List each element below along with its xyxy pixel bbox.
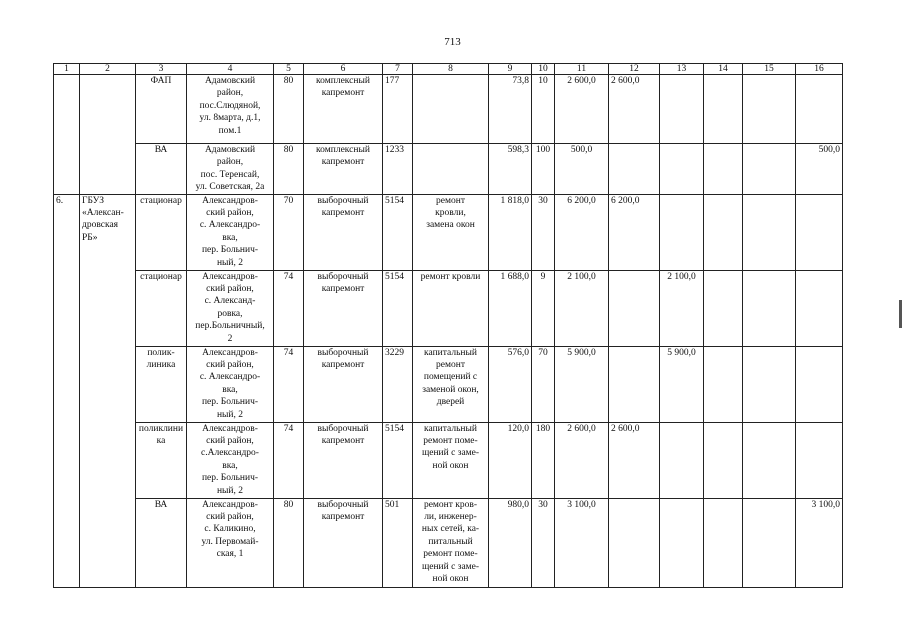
cell-col10: 30 xyxy=(532,498,555,587)
cell-col11: 2 600,0 xyxy=(555,422,609,498)
cell-col16 xyxy=(796,422,843,498)
cell-col7: 177 xyxy=(383,75,413,144)
cell-col15 xyxy=(743,194,796,270)
cell-col9: 73,8 xyxy=(489,75,532,144)
address-cell: Александров- ский район, с. Александро- вка, пер. Больнич- ный, 2 xyxy=(187,194,274,270)
col-number: 6 xyxy=(304,64,383,75)
cell-col13: 2 100,0 xyxy=(660,270,704,346)
address-cell: Александров- ский район, с. Александро- вка, пер. Больнич- ный, 2 xyxy=(187,346,274,422)
table-row xyxy=(54,270,843,346)
col-number: 9 xyxy=(489,64,532,75)
cell-col14 xyxy=(704,144,743,195)
work-description-cell: капитальный ремонт поме- щений с заме- ной окон xyxy=(413,422,489,498)
cell-col7: 1233 xyxy=(383,144,413,195)
cell-col7: 5154 xyxy=(383,194,413,270)
cell-col5: 74 xyxy=(274,346,304,422)
repair-type-cell: выборочный капремонт xyxy=(304,498,383,587)
cell-col5: 74 xyxy=(274,270,304,346)
cell-col14 xyxy=(704,270,743,346)
cell-col13: 5 900,0 xyxy=(660,346,704,422)
cell-col9: 980,0 xyxy=(489,498,532,587)
col-number: 10 xyxy=(532,64,555,75)
work-description-cell: ремонт кров- ли, инженер- ных сетей, ка- питальный ремонт поме- щений с заме- ной окон xyxy=(413,498,489,587)
work-description-cell xyxy=(413,144,489,195)
table-row xyxy=(54,194,843,270)
work-description-cell: ремонт кровли, замена окон xyxy=(413,194,489,270)
cell-col11: 5 900,0 xyxy=(555,346,609,422)
cell-col11: 500,0 xyxy=(555,144,609,195)
cell-col11: 6 200,0 xyxy=(555,194,609,270)
col-number: 7 xyxy=(383,64,413,75)
repair-type-cell: выборочный капремонт xyxy=(304,194,383,270)
cell-col15 xyxy=(743,422,796,498)
cell-col16: 3 100,0 xyxy=(796,498,843,587)
row-index-cell xyxy=(54,75,80,195)
facility-type-cell: стационар xyxy=(136,194,187,270)
address-cell: Александров- ский район, с. Каликино, ул. Первомай- ская, 1 xyxy=(187,498,274,587)
cell-col11: 2 600,0 xyxy=(555,75,609,144)
cell-col14 xyxy=(704,346,743,422)
cell-col11: 3 100,0 xyxy=(555,498,609,587)
cell-col12 xyxy=(609,498,660,587)
cell-col9: 120,0 xyxy=(489,422,532,498)
cell-col16 xyxy=(796,270,843,346)
institution-cell: ГБУЗ «Алексан- дровская РБ» xyxy=(80,194,136,587)
table-row xyxy=(54,346,843,422)
cell-col7: 501 xyxy=(383,498,413,587)
col-number: 8 xyxy=(413,64,489,75)
cell-col15 xyxy=(743,270,796,346)
facility-type-cell: ФАП xyxy=(136,75,187,144)
cell-col12 xyxy=(609,144,660,195)
cell-col10: 180 xyxy=(532,422,555,498)
scan-edge-mark xyxy=(899,300,902,328)
col-number: 4 xyxy=(187,64,274,75)
table-row xyxy=(54,144,843,195)
repair-type-cell: комплексный капремонт xyxy=(304,75,383,144)
cell-col12 xyxy=(609,270,660,346)
column-number-row xyxy=(54,64,843,75)
cell-col15 xyxy=(743,144,796,195)
col-number: 15 xyxy=(743,64,796,75)
institution-cell xyxy=(80,75,136,195)
cell-col5: 74 xyxy=(274,422,304,498)
table-row xyxy=(54,422,843,498)
cell-col15 xyxy=(743,75,796,144)
cell-col5: 70 xyxy=(274,194,304,270)
address-cell: Адамовский район, пос.Слюдяной, ул. 8марта, д.1, пом.1 xyxy=(187,75,274,144)
cell-col5: 80 xyxy=(274,144,304,195)
row-index-cell: 6. xyxy=(54,194,80,587)
repair-type-cell: выборочный капремонт xyxy=(304,346,383,422)
cell-col7: 5154 xyxy=(383,270,413,346)
cell-col13 xyxy=(660,422,704,498)
col-number: 13 xyxy=(660,64,704,75)
cell-col10: 30 xyxy=(532,194,555,270)
cell-col16 xyxy=(796,346,843,422)
cell-col10: 100 xyxy=(532,144,555,195)
cell-col13 xyxy=(660,194,704,270)
cell-col16 xyxy=(796,75,843,144)
facility-type-cell: полик- линика xyxy=(136,346,187,422)
cell-col7: 3229 xyxy=(383,346,413,422)
cell-col14 xyxy=(704,422,743,498)
cell-col16: 500,0 xyxy=(796,144,843,195)
repair-type-cell: выборочный капремонт xyxy=(304,270,383,346)
repair-program-table xyxy=(53,63,843,588)
col-number: 1 xyxy=(54,64,80,75)
table-row xyxy=(54,75,843,144)
cell-col13 xyxy=(660,498,704,587)
cell-col14 xyxy=(704,194,743,270)
cell-col10: 10 xyxy=(532,75,555,144)
cell-col13 xyxy=(660,75,704,144)
cell-col12: 2 600,0 xyxy=(609,422,660,498)
address-cell: Адамовский район, пос. Теренсай, ул. Советская, 2а xyxy=(187,144,274,195)
address-cell: Александров- ский район, с.Александро- вка, пер. Больнич- ный, 2 xyxy=(187,422,274,498)
cell-col14 xyxy=(704,498,743,587)
cell-col9: 1 688,0 xyxy=(489,270,532,346)
cell-col9: 1 818,0 xyxy=(489,194,532,270)
cell-col9: 576,0 xyxy=(489,346,532,422)
col-number: 11 xyxy=(555,64,609,75)
page-number: 713 xyxy=(444,36,461,48)
cell-col11: 2 100,0 xyxy=(555,270,609,346)
col-number: 5 xyxy=(274,64,304,75)
cell-col9: 598,3 xyxy=(489,144,532,195)
cell-col15 xyxy=(743,346,796,422)
cell-col5: 80 xyxy=(274,75,304,144)
facility-type-cell: стационар xyxy=(136,270,187,346)
facility-type-cell: ВА xyxy=(136,144,187,195)
cell-col12 xyxy=(609,346,660,422)
cell-col16 xyxy=(796,194,843,270)
facility-type-cell: ВА xyxy=(136,498,187,587)
work-description-cell: ремонт кровли xyxy=(413,270,489,346)
cell-col12: 6 200,0 xyxy=(609,194,660,270)
cell-col10: 70 xyxy=(532,346,555,422)
cell-col12: 2 600,0 xyxy=(609,75,660,144)
repair-type-cell: выборочный капремонт xyxy=(304,422,383,498)
col-number: 3 xyxy=(136,64,187,75)
col-number: 16 xyxy=(796,64,843,75)
cell-col15 xyxy=(743,498,796,587)
col-number: 12 xyxy=(609,64,660,75)
work-description-cell: капитальный ремонт помещений с заменой окон, дверей xyxy=(413,346,489,422)
cell-col7: 5154 xyxy=(383,422,413,498)
work-description-cell xyxy=(413,75,489,144)
address-cell: Александров- ский район, с. Александ- ровка, пер.Больничный, 2 xyxy=(187,270,274,346)
cell-col14 xyxy=(704,75,743,144)
facility-type-cell: поликлини ка xyxy=(136,422,187,498)
cell-col5: 80 xyxy=(274,498,304,587)
cell-col13 xyxy=(660,144,704,195)
table-row xyxy=(54,498,843,587)
cell-col10: 9 xyxy=(532,270,555,346)
col-number: 2 xyxy=(80,64,136,75)
col-number: 14 xyxy=(704,64,743,75)
repair-type-cell: комплексный капремонт xyxy=(304,144,383,195)
